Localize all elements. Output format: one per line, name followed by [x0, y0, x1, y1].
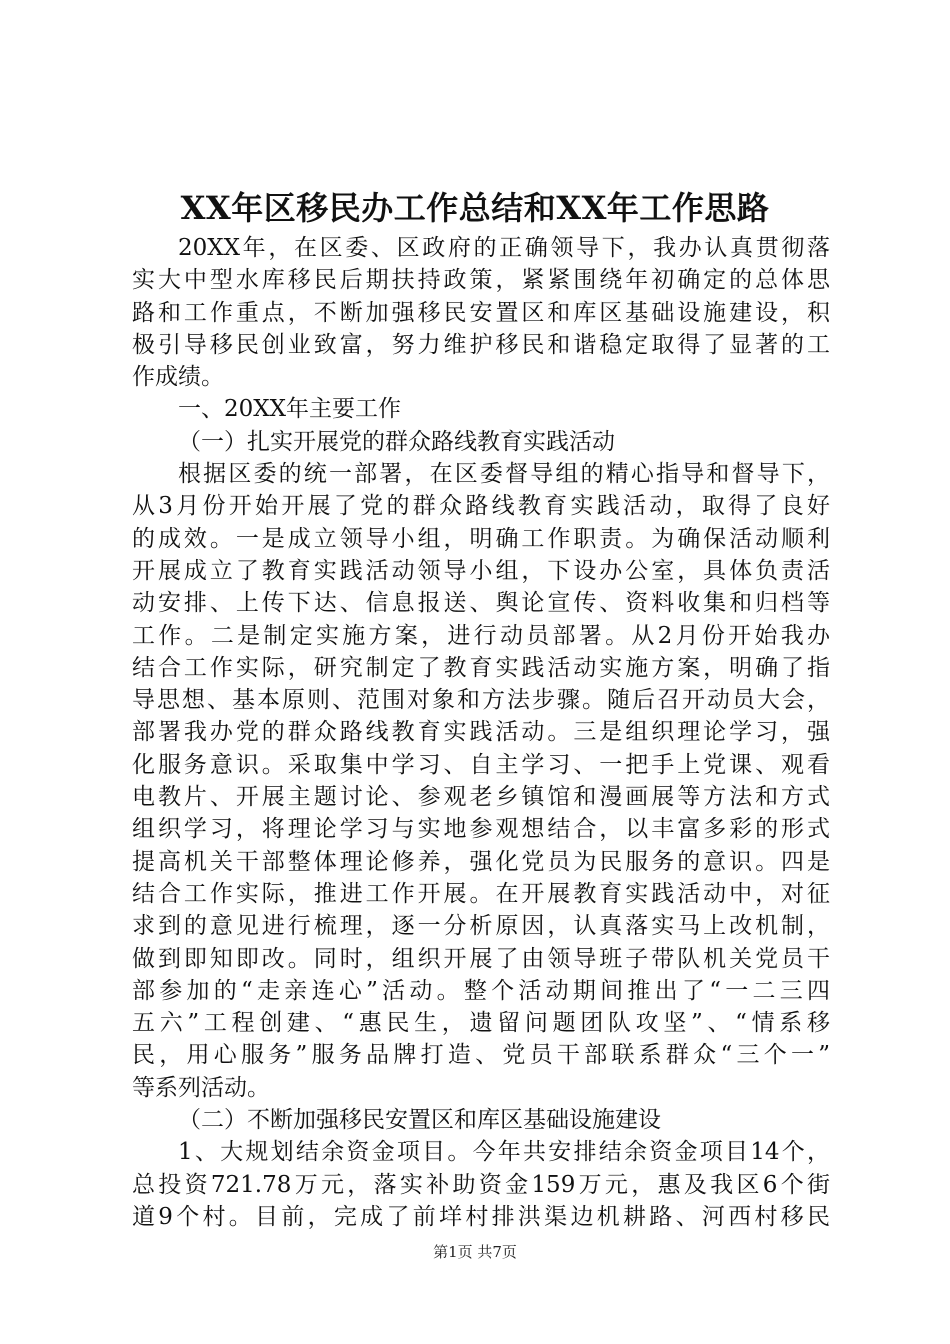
paragraph-line: 民，用心服务”服务品牌打造、党员干部联系群众“三个一” — [132, 1042, 830, 1069]
paragraph-line: 路和工作重点，不断加强移民安置区和库区基础设施建设，积 — [132, 299, 830, 326]
paragraph-line: 的成效。一是成立领导小组，明确工作职责。为确保活动顺利 — [132, 525, 830, 552]
section-heading: 一、20XX年主要工作 — [178, 396, 402, 423]
paragraph-line: 提高机关干部整体理论修养，强化党员为民服务的意识。四是 — [132, 848, 830, 875]
paragraph-line: 总投资721.78万元，落实补助资金159万元，惠及我区6个街 — [132, 1171, 830, 1198]
paragraph-line: 作成绩。 — [132, 364, 224, 391]
paragraph-line: 从3月份开始开展了党的群众路线教育实践活动，取得了良好 — [132, 493, 830, 520]
page-footer — [0, 1242, 950, 1262]
paragraph-line: 做到即知即改。同时，组织开展了由领导班子带队机关党员干 — [132, 945, 830, 972]
paragraph-line: 电教片、开展主题讨论、参观老乡镇馆和漫画展等方法和方式 — [132, 784, 830, 811]
page-indicator: 第1页 共7页 — [433, 1243, 517, 1261]
paragraph-line: 五六”工程创建、“惠民生，遗留问题团队攻坚”、“情系移 — [132, 1010, 830, 1037]
paragraph-line: 根据区委的统一部署，在区委督导组的精心指导和督导下， — [178, 461, 830, 488]
paragraph-line: 求到的意见进行梳理，逐一分析原因，认真落实马上改机制， — [132, 913, 830, 940]
paragraph-line: 道9个村。目前，完成了前垟村排洪渠边机耕路、河西村移民 — [132, 1203, 830, 1230]
paragraph-line: 1、大规划结余资金项目。今年共安排结余资金项目14个， — [178, 1139, 830, 1166]
paragraph-line: 开展成立了教育实践活动领导小组，下设办公室，具体负责活 — [132, 557, 830, 584]
paragraph-line: 结合工作实际，研究制定了教育实践活动实施方案，明确了指 — [132, 654, 830, 681]
paragraph-line: 工作。二是制定实施方案，进行动员部署。从2月份开始我办 — [132, 622, 830, 649]
paragraph-line: 化服务意识。采取集中学习、自主学习、一把手上党课、观看 — [132, 751, 830, 778]
paragraph-line: 20XX年，在区委、区政府的正确领导下，我办认真贯彻落 — [178, 235, 830, 261]
paragraph-line: 动安排、上传下达、信息报送、舆论宣传、资料收集和归档等 — [132, 590, 830, 617]
paragraph-line: 部署我办党的群众路线教育实践活动。三是组织理论学习，强 — [132, 719, 830, 746]
paragraph-line: 等系列活动。 — [132, 1074, 270, 1101]
paragraph-line: 导思想、基本原则、范围对象和方法步骤。随后召开动员大会， — [132, 687, 830, 714]
subsection-heading: （二）不断加强移民安置区和库区基础设施建设 — [178, 1107, 661, 1134]
paragraph-line: 部参加的“走亲连心”活动。整个活动期间推出了“一二三四 — [132, 977, 830, 1004]
subsection-heading: （一）扎实开展党的群众路线教育实践活动 — [178, 428, 615, 455]
document-title: XX年区移民办工作总结和XX年工作思路 — [180, 189, 770, 227]
paragraph-line: 结合工作实际，推进工作开展。在开展教育实践活动中，对征 — [132, 880, 830, 907]
paragraph-line: 组织学习，将理论学习与实地参观想结合，以丰富多彩的形式 — [132, 816, 830, 843]
paragraph-line: 实大中型水库移民后期扶持政策，紧紧围绕年初确定的总体思 — [132, 267, 830, 294]
document-body — [132, 232, 830, 1233]
paragraph-line: 极引导移民创业致富，努力维护移民和谐稳定取得了显著的工 — [132, 331, 830, 358]
